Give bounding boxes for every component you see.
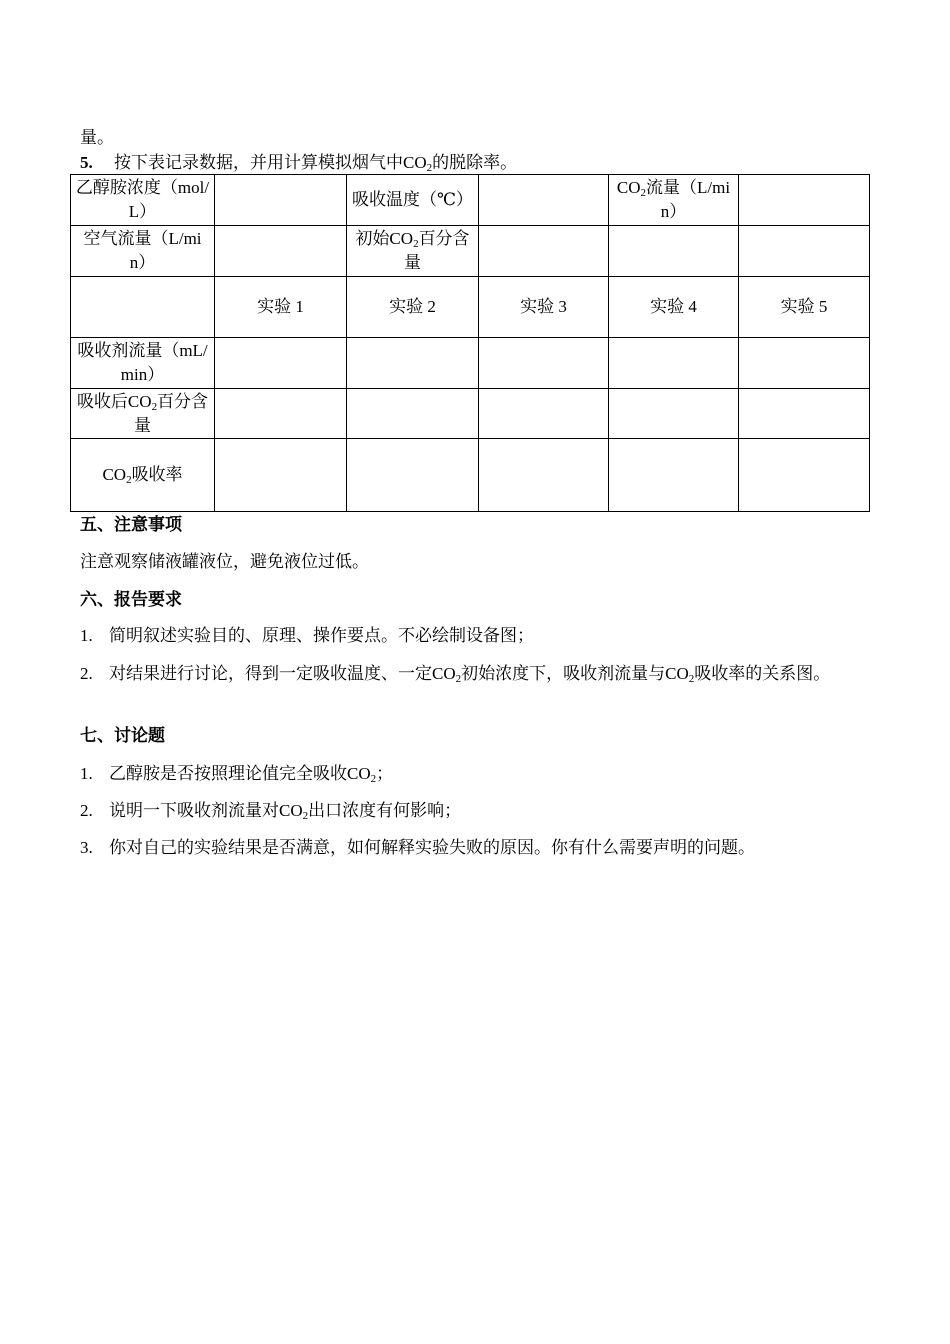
table-cell-empty	[347, 439, 479, 512]
list-item: 1. 乙醇胺是否按照理论值完全吸收$CO_2$；	[80, 764, 394, 785]
table-cell-empty	[479, 175, 609, 226]
row-label: 吸收剂流量（mL/min）	[71, 338, 215, 389]
data-record-table	[70, 174, 870, 512]
table-cell-empty	[479, 439, 609, 512]
table-row	[71, 439, 870, 512]
column-header-3: 实验 3	[479, 277, 609, 338]
table-cell-empty	[609, 389, 739, 439]
table-cell-empty	[739, 338, 870, 389]
table-cell: $CO_2$流量（L/min）	[609, 175, 739, 226]
table-cell-empty	[215, 175, 347, 226]
table-cell-empty	[71, 277, 215, 338]
table-cell-empty	[739, 389, 870, 439]
table-cell-empty	[609, 338, 739, 389]
table-cell: 初始$CO_2$百分含量	[347, 226, 479, 277]
section-5-heading: 五、注意事项	[80, 515, 182, 534]
table-cell-empty	[215, 439, 347, 512]
table-cell-empty	[347, 338, 479, 389]
step-number: 5.	[80, 153, 93, 172]
section-6-heading: 六、报告要求	[80, 590, 182, 609]
table-cell: 乙醇胺浓度（mol/L）	[71, 175, 215, 226]
table-row	[71, 338, 870, 389]
column-header-2: 实验 2	[347, 277, 479, 338]
table-header-row	[71, 277, 870, 338]
table-row	[71, 226, 870, 277]
column-header-1: 实验 1	[215, 277, 347, 338]
list-item: 3. 你对自己的实验结果是否满意，如何解释实验失败的原因。你有什么需要声明的问题。	[80, 838, 755, 857]
table-cell-empty	[739, 439, 870, 512]
table-cell-empty	[215, 338, 347, 389]
list-item: 2. 说明一下吸收剂流量对$CO_2$出口浓度有何影响；	[80, 801, 462, 822]
table-cell-empty	[215, 226, 347, 277]
table-cell-empty	[739, 175, 870, 226]
column-header-5: 实验 5	[739, 277, 870, 338]
table-cell-empty	[609, 226, 739, 277]
table-cell-empty	[347, 389, 479, 439]
column-header-4: 实验 4	[609, 277, 739, 338]
table-cell: 吸收温度（℃）	[347, 175, 479, 226]
table-cell-empty	[609, 439, 739, 512]
step-text: 按下表记录数据，并用计算模拟烟气中$CO_2$的脱除率。	[114, 153, 518, 174]
list-item: 2. 对结果进行讨论，得到一定吸收温度、一定$CO_2$初始浓度下，吸收剂流量与$CO_2$吸收率的关系图。	[80, 664, 831, 685]
table-row	[71, 389, 870, 439]
row-label: $CO_2$吸收率	[71, 439, 215, 512]
table-cell-empty	[739, 226, 870, 277]
section-5-text: 注意观察储液罐液位，避免液位过低。	[80, 552, 369, 571]
table-cell-empty	[479, 226, 609, 277]
table-cell-empty	[479, 389, 609, 439]
table-cell-empty	[215, 389, 347, 439]
table-cell: 空气流量（L/min）	[71, 226, 215, 277]
step-5	[80, 151, 517, 175]
row-label: 吸收后$CO_2$百分含量	[71, 389, 215, 439]
table-cell-empty	[479, 338, 609, 389]
lead-text: 量。	[80, 128, 114, 147]
list-item: 1. 简明叙述实验目的、原理、操作要点。不必绘制设备图；	[80, 626, 534, 645]
section-7-heading: 七、讨论题	[80, 726, 165, 745]
table-row	[71, 175, 870, 226]
